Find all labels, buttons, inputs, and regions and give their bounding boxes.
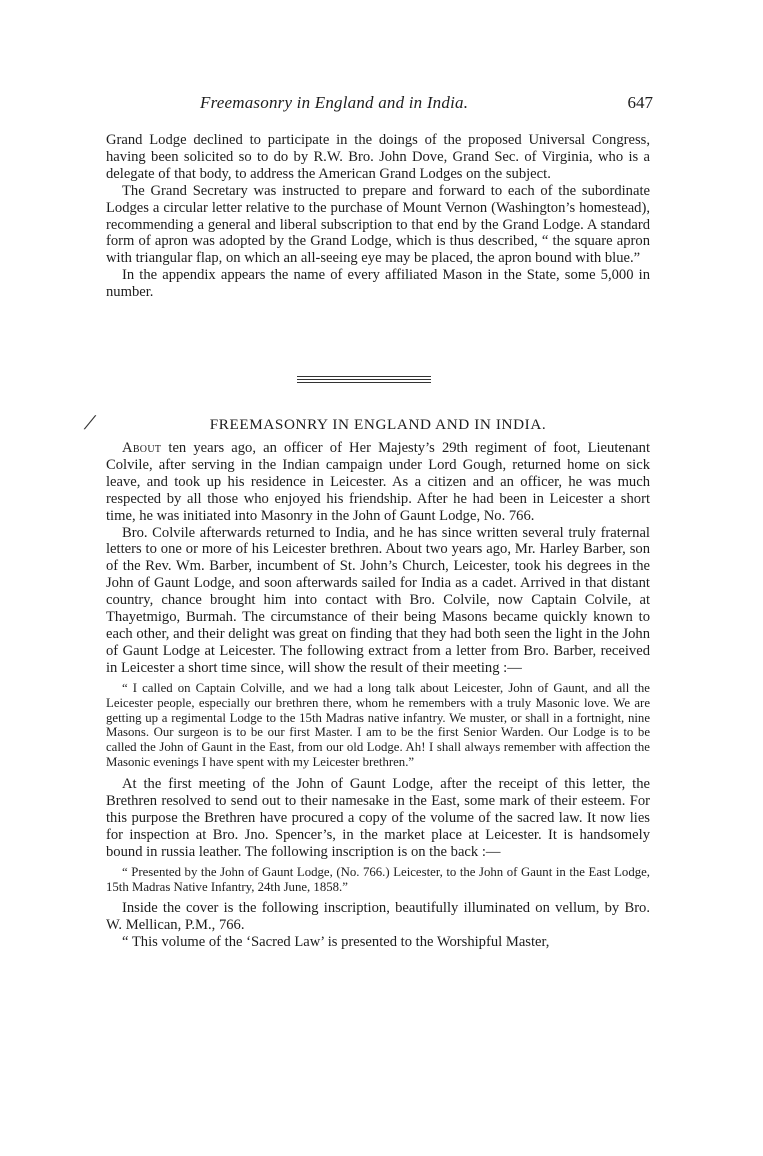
section-divider-rule bbox=[297, 379, 431, 380]
paragraph bbox=[106, 440, 650, 525]
article-body bbox=[106, 440, 650, 951]
lead-word: About bbox=[122, 440, 162, 456]
inscription-quote: “ Presented by the John of Gaunt Lodge, (No. 766.) Leicester, to the John of Gaunt in the East Lodge, 15th Madras Native Infantry, 24th June, 1858.” bbox=[106, 864, 650, 894]
paragraph: “ This volume of the ‘Sacred Law’ is presented to the Worshipful Master, bbox=[122, 934, 550, 951]
section-divider-rule bbox=[297, 382, 431, 383]
section-divider-rule bbox=[297, 376, 431, 377]
paragraph: Inside the cover is the following inscription, beautifully illuminated on vellum, by Bro. W. Mellican, P.M., 766. bbox=[106, 900, 650, 934]
running-title: Freemasonry in England and in India. bbox=[200, 93, 469, 112]
paragraph: In the appendix appears the name of every affiliated Mason in the State, some 5,000 in number. bbox=[106, 267, 650, 301]
continued-section bbox=[106, 132, 650, 301]
letter-extract: “ I called on Captain Colville, and we had a long talk about Leicester, John of Gaunt, and all the Leicester people, especially our brethren there, whom he remembers with a truly Masonic love. We are getting up a regimental Lodge to the 15th Madras native infantry. We muster, or shall in a fortnight, nine Masons. Our surgeon is to be our first Master. I am to be the first Senior Warden. Our Lodge is to be called the John of Gaunt in the East, from our old Lodge. Ah! I shall always remember with affection the Masonic evenings I have spent with my Leicester brethren.” bbox=[106, 680, 650, 770]
running-head bbox=[105, 93, 653, 115]
paragraph-text: ten years ago, an officer of Her Majesty’s 29th regiment of foot, Lieutenant Colvile, after serving in the Indian campaign under Lord Gough, returned home on sick leave, and took up his residence in Leicester. As a citizen and an officer, he was much respected by all those who enjoyed his friendship. After he had been in Leicester a short time, he was initiated into Masonry in the John of Gaunt Lodge, No. 766. bbox=[106, 440, 650, 524]
paragraph: At the first meeting of the John of Gaunt Lodge, after the receipt of this letter, the Brethren resolved to send out to their namesake in the East, some mark of their esteem. For this purpose the Brethren have procured a copy of the volume of the sacred law. It now lies for inspection at Bro. Jno. Spencer’s, in the market place at Leicester. It is handsomely bound in russia leather. The following inscription is on the back :— bbox=[106, 776, 650, 860]
article-title: FREEMASONRY IN ENGLAND AND IN INDIA. bbox=[209, 416, 547, 433]
page-number: 647 bbox=[627, 93, 653, 112]
margin-annotation: / bbox=[83, 409, 96, 437]
paragraph: Grand Lodge declined to participate in the doings of the proposed Universal Congress, having been solicited so to do by R.W. Bro. John Dove, Grand Sec. of Virginia, who is a delegate of that body, to address the American Grand Lodges on the subject. bbox=[106, 132, 650, 182]
paragraph: Bro. Colvile afterwards returned to India, and he has since written several truly fraternal letters to one or more of his Leicester brethren. About two years ago, Mr. Harley Barber, son of the Rev. Wm. Barber, incumbent of St. John’s Church, Leicester, took his degrees in the John of Gaunt Lodge, and soon afterwards sailed for India as a cadet. Arrived in that distant country, chance brought him into contact with Bro. Colvile, now Captain Colvile, at Thayetmigo, Burmah. The circumstance of their being Masons became quickly known to each other, and their delight was great on finding that they had both seen the light in the John of Gaunt Lodge at Leicester. The following extract from a letter from Bro. Barber, received in Leicester a short time since, will show the result of their meeting :— bbox=[106, 524, 650, 676]
paragraph: The Grand Secretary was instructed to prepare and forward to each of the subordinate Lodges a circular letter relative to the purchase of Mount Vernon (Washington’s homestead), recommending a general and liberal subscription to that end by the Grand Lodge. A standard form of apron was adopted by the Grand Lodge, which is thus described, “ the square apron with triangular flap, on which an all-seeing eye may be placed, the apron bound with blue.” bbox=[106, 182, 650, 267]
